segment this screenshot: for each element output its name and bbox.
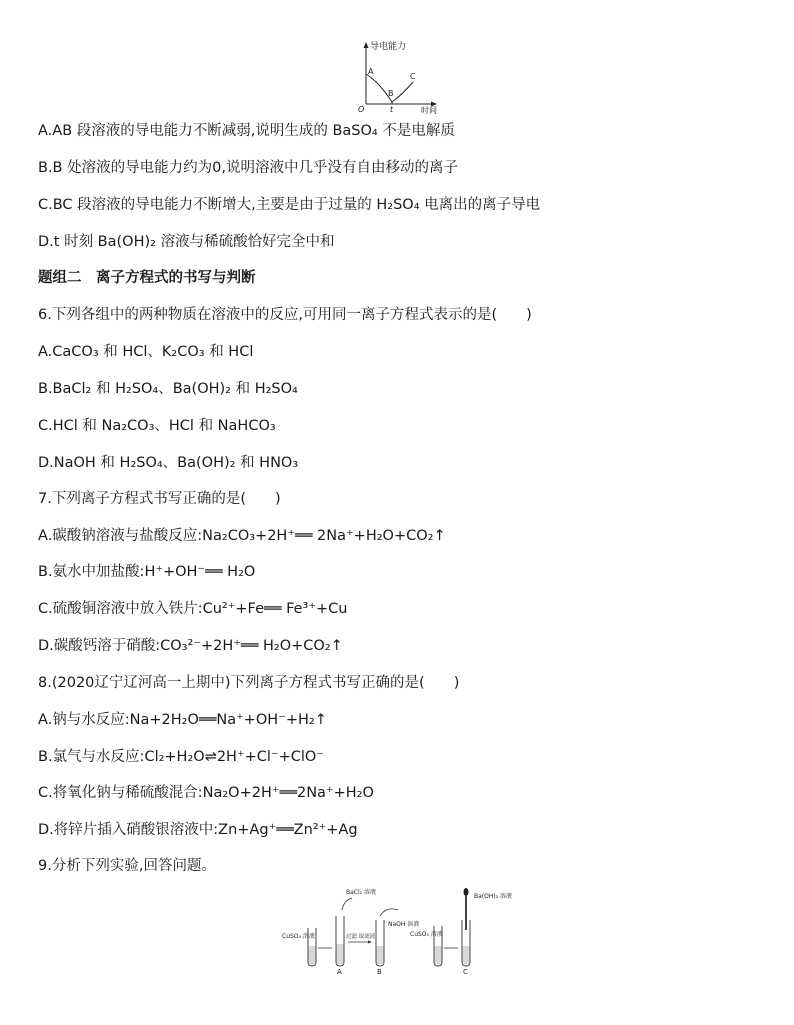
- q8-option-d: D.将锌片插入硝酸银溶液中:Zn+Ag⁺══Zn²⁺+Ag: [38, 822, 358, 838]
- tube-c-label: C: [463, 968, 468, 976]
- q5-option-a: A.AB 段溶液的导电能力不断减弱,说明生成的 BaSO₄ 不是电解质: [38, 123, 455, 139]
- q7-option-a: A.碳酸钠溶液与盐酸反应:Na₂CO₃+2H⁺══ 2Na⁺+H₂O+CO₂↑: [38, 528, 446, 544]
- conductivity-graph: [355, 38, 445, 114]
- q7-option-c: C.硫酸铜溶液中放入铁片:Cu²⁺+Fe══ Fe³⁺+Cu: [38, 601, 348, 617]
- naoh-label: NaOH 溶液: [388, 921, 420, 928]
- q8-option-a: A.钠与水反应:Na+2H₂O══Na⁺+OH⁻+H₂↑: [38, 712, 327, 728]
- q6-option-a: A.CaCO₃ 和 HCl、K₂CO₃ 和 HCl: [38, 344, 254, 360]
- x-axis-label: 时间: [421, 106, 437, 114]
- baoh2-label: Ba(OH)₂ 溶液: [474, 893, 512, 900]
- test-tube-a: [336, 898, 352, 966]
- y-axis-label: 导电能力: [370, 42, 407, 52]
- test-tube-c: [462, 888, 470, 966]
- experiment-apparatus: [282, 886, 512, 976]
- q5-option-b: B.B 处溶液的导电能力约为0,说明溶液中几乎没有自由移动的离子: [38, 160, 458, 176]
- q6-option-b: B.BaCl₂ 和 H₂SO₄、Ba(OH)₂ 和 H₂SO₄: [38, 381, 298, 397]
- q7-stem: 7.下列离子方程式书写正确的是( ): [38, 491, 281, 507]
- q6-stem: 6.下列各组中的两种物质在溶液中的反应,可用同一离子方程式表示的是( ): [38, 307, 532, 323]
- q9-stem: 9.分析下列实验,回答问题。: [38, 858, 216, 874]
- t-label: t: [390, 105, 394, 114]
- tube2-label: CuSO₄ 溶液: [410, 931, 443, 938]
- point-b-label: B: [388, 89, 394, 98]
- q6-option-c: C.HCl 和 Na₂CO₃、HCl 和 NaHCO₃: [38, 418, 276, 434]
- section-heading: 题组二 离子方程式的书写与判断: [38, 270, 256, 286]
- q5-option-d: D.t 时刻 Ba(OH)₂ 溶液与稀硫酸恰好完全中和: [38, 234, 335, 250]
- q8-stem: 8.(2020辽宁辽河高一上期中)下列离子方程式书写正确的是( ): [38, 675, 460, 691]
- q8-option-b: B.氯气与水反应:Cl₂+H₂O⇌2H⁺+Cl⁻+ClO⁻: [38, 749, 324, 765]
- q7-option-b: B.氨水中加盐酸:H⁺+OH⁻══ H₂O: [38, 564, 256, 580]
- q6-option-d: D.NaOH 和 H₂SO₄、Ba(OH)₂ 和 HNO₃: [38, 455, 299, 471]
- origin-label: O: [358, 105, 365, 114]
- point-a-label: A: [368, 67, 374, 76]
- filter-label: 过滤 取滤液: [346, 934, 376, 940]
- tube1-label: CuSO₄ 溶液: [282, 933, 315, 940]
- tube-b-label: B: [377, 968, 382, 976]
- tube-a-label: A: [337, 968, 342, 976]
- q7-option-d: D.碳酸钙溶于硝酸:CO₃²⁻+2H⁺══ H₂O+CO₂↑: [38, 638, 343, 654]
- point-c-label: C: [410, 72, 416, 81]
- bacl2-label: BaCl₂ 溶液: [346, 889, 376, 896]
- q5-option-c: C.BC 段溶液的导电能力不断增大,主要是由于过量的 H₂SO₄ 电离出的离子导电: [38, 197, 541, 213]
- q8-option-c: C.将氧化钠与稀硫酸混合:Na₂O+2H⁺══2Na⁺+H₂O: [38, 785, 374, 801]
- test-tube-b: [376, 909, 398, 966]
